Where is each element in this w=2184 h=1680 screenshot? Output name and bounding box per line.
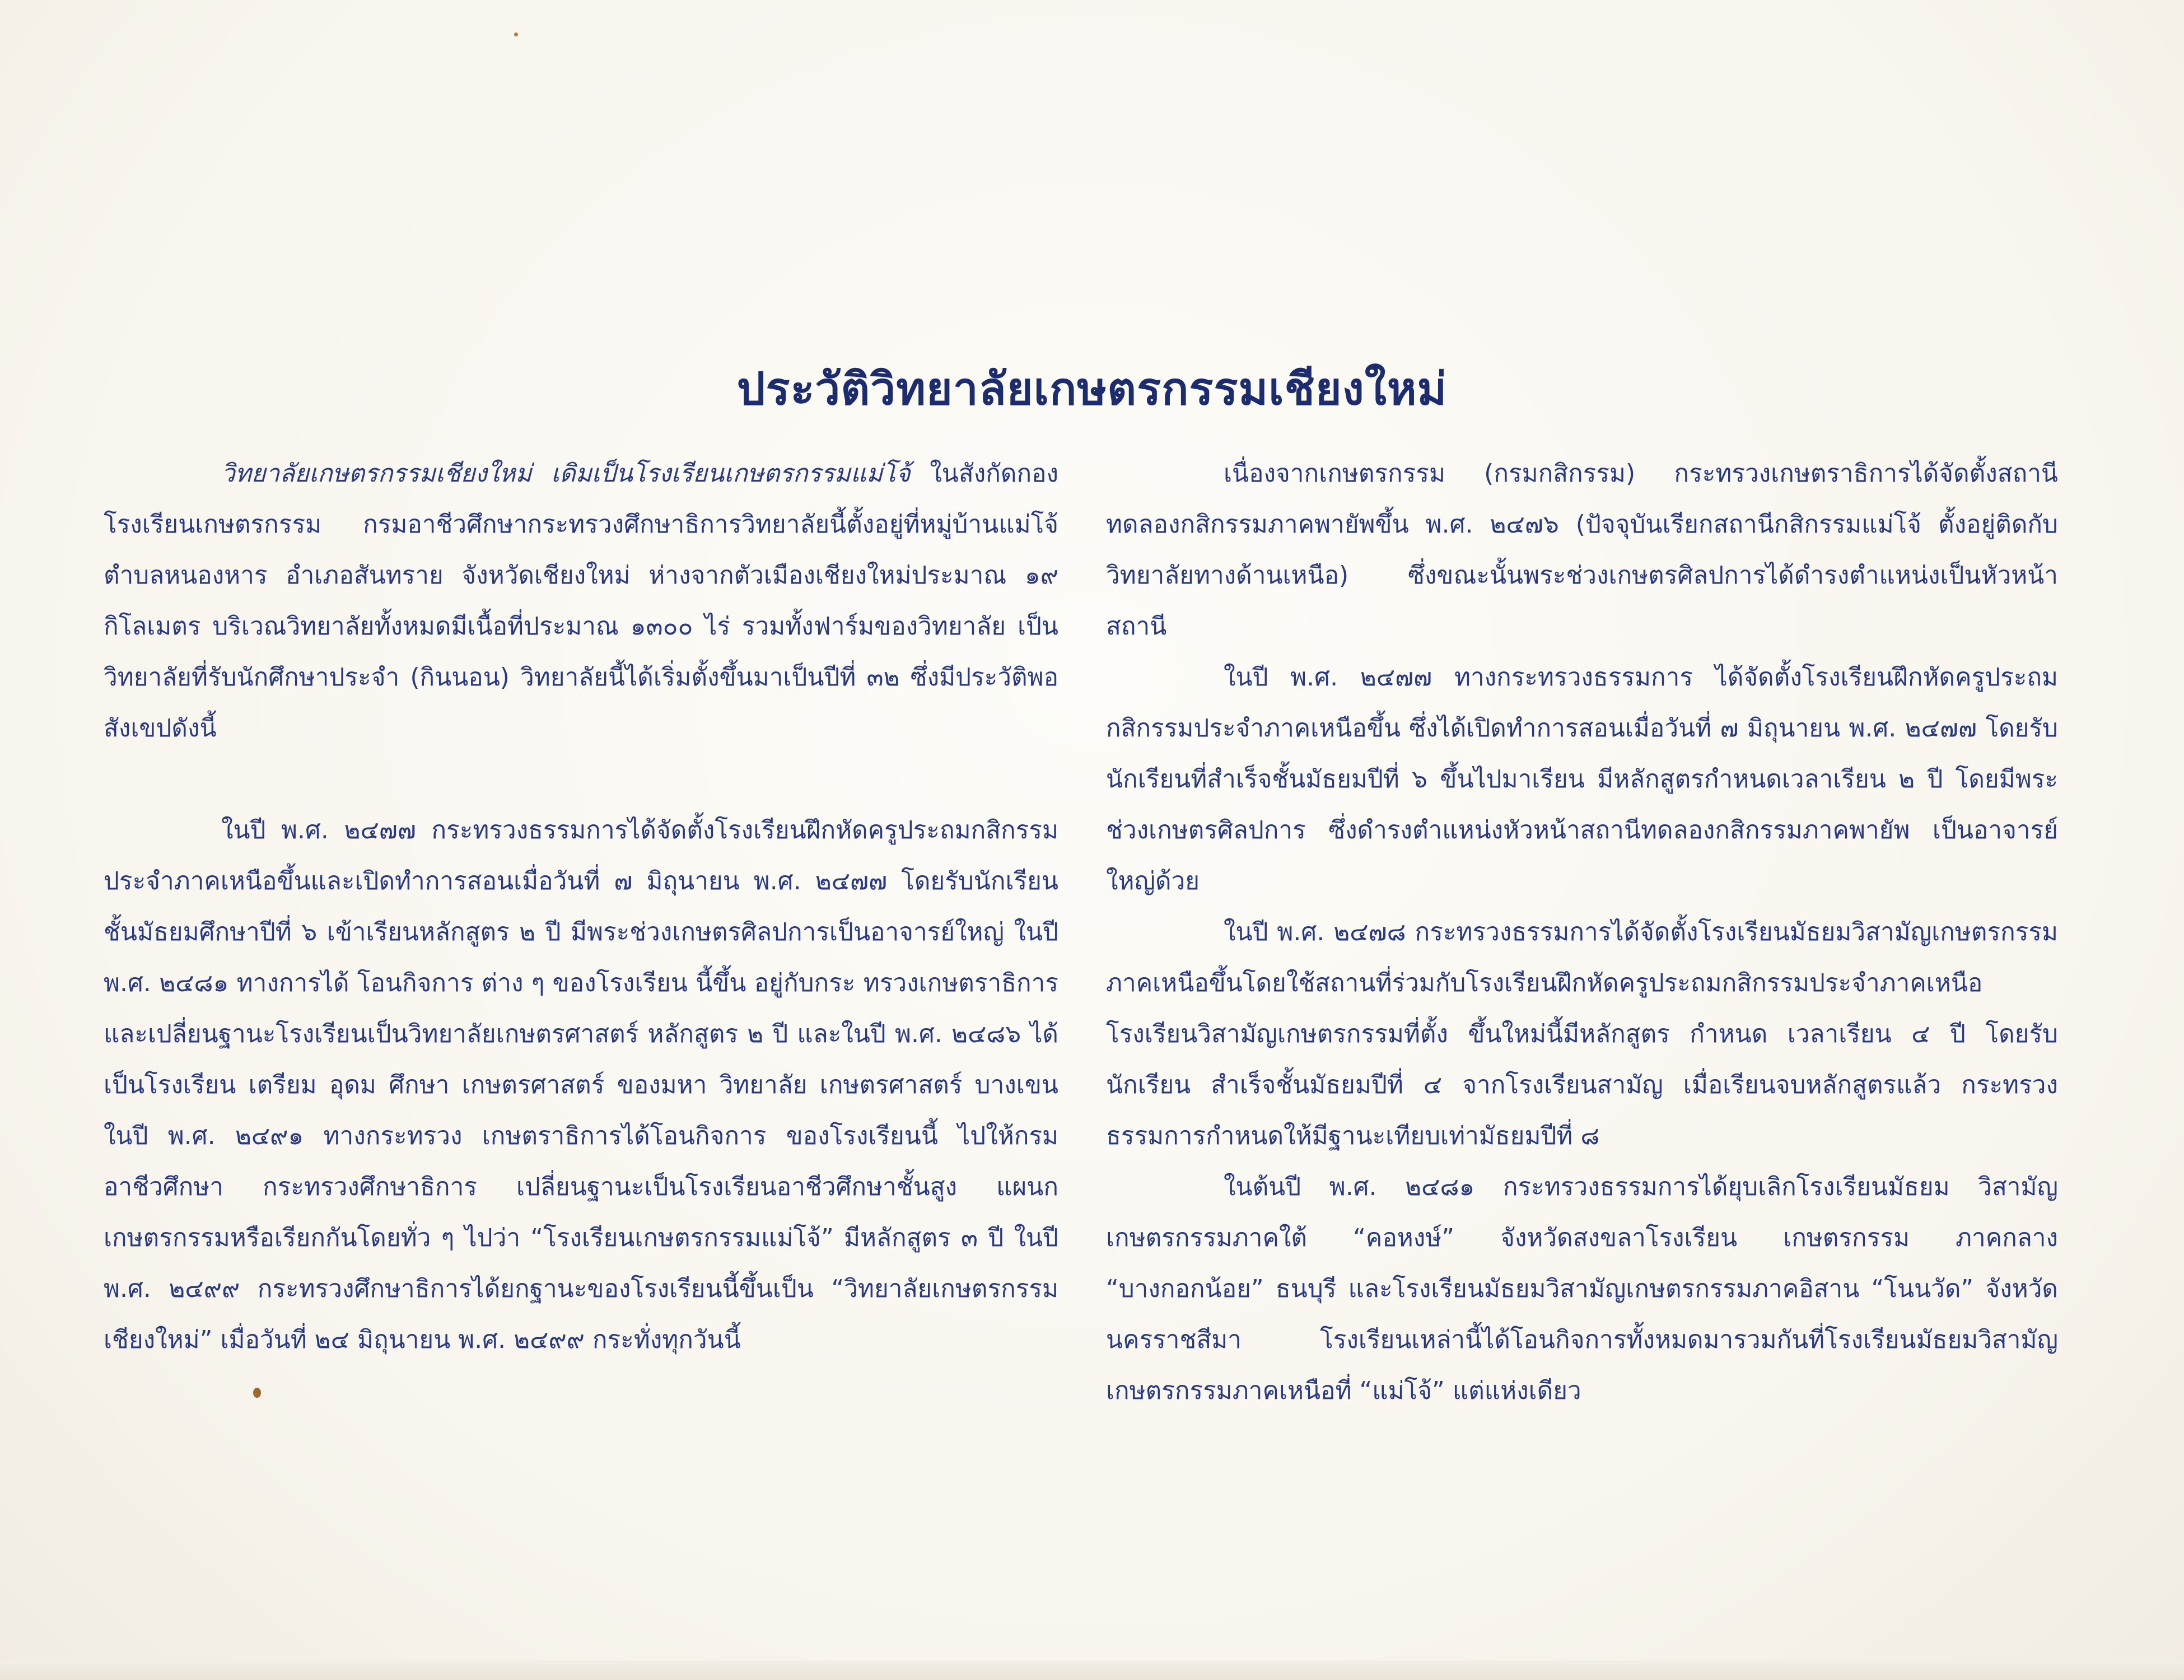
paper-speck (514, 32, 518, 36)
document-title: ประวัติวิทยาลัยเกษตรกรรมเชียงใหม่ (736, 363, 1448, 415)
paper-speck (253, 1388, 261, 1398)
left-column (104, 448, 1058, 1365)
right-paragraph-2: ในปี พ.ศ. ๒๔๗๗ ทางกระทรวงธรรมการ ได้จัดตั้งโรงเรียนฝึกหัดครูประถมกสิกรรมประจำภาคเหนือขึ้น ซึ่งได้เปิดทำการสอนเมื่อวันที่ ๗ มิถุนายน พ.ศ. ๒๔๗๗ โดยรับนักเรียนที่สำเร็จชั้นมัธยมปีที่ ๖ ขึ้นไปมาเรียน มีหลักสูตรกำหนดเวลาเรียน ๒ ปี โดยมีพระช่วงเกษตรศิลปการ ซึ่งดำรงตำแหน่งหัวหน้าสถานีทดลองกสิกรรมภาคพายัพ เป็นอาจารย์ใหญ่ด้วย (1106, 663, 2058, 895)
right-paragraph-4: ในต้นปี พ.ศ. ๒๔๘๑ กระทรวงธรรมการได้ยุบเลิกโรงเรียนมัธยม วิสามัญเกษตรกรรมภาคใต้ “คอหงษ์” จังหวัดสงขลาโรงเรียน เกษตรกรรม ภาคกลาง “บางกอกน้อย” ธนบุรี และโรงเรียนมัธยมวิสามัญเกษตรกรรมภาคอิสาน “โนนวัด” จังหวัดนครราชสีมา โรงเรียนเหล่านี้ได้โอนกิจการทั้งหมดมารวมกันที่โรงเรียนมัธยมวิสามัญเกษตรกรรมภาคเหนือที่ “แม่โจ้” แต่แห่งเดียว (1106, 1173, 2058, 1405)
left-paragraph-1 (104, 448, 1058, 754)
right-paragraph-3: ในปี พ.ศ. ๒๔๗๘ กระทรวงธรรมการได้จัดตั้งโรงเรียนมัธยมวิสามัญเกษตรกรรมภาคเหนือขึ้นโดยใช้สถานที่ร่วมกับโรงเรียนฝึกหัดครูประถมกสิกรรมประจำภาคเหนือ โรงเรียนวิสามัญเกษตรกรรมที่ตั้ง ขึ้นใหม่นี้มีหลักสูตร กำหนด เวลาเรียน ๔ ปี โดยรับนักเรียน สำเร็จชั้นมัธยมปีที่ ๔ จากโรงเรียนสามัญ เมื่อเรียนจบหลักสูตรแล้ว กระทรวงธรรมการกำหนดให้มีฐานะเทียบเท่ามัธยมปีที่ ๘ (1106, 918, 2058, 1150)
intro-text: ในสังกัดกองโรงเรียนเกษตรกรรม กรมอาชีวศึกษากระทรวงศึกษาธิการวิทยาลัยนี้ตั้งอยู่ที่หมู่บ้านแม่โจ้ ตำบลหนองหาร อำเภอสันทราย จังหวัดเชียงใหม่ ห่างจากตัวเมืองเชียงใหม่ประมาณ ๑๙ กิโลเมตร บริเวณวิทยาลัยทั้งหมดมีเนื้อที่ประมาณ ๑๓๐๐ ไร่ รวมทั้งฟาร์มของวิทยาลัย เป็นวิทยาลัยที่รับนักศึกษาประจำ (กินนอน) วิทยาลัยนี้ได้เริ่มตั้งขึ้นมาเป็นปีที่ ๓๒ ซึ่งมีประวัติพอสังเขปดังนี้ (104, 459, 1058, 743)
page-bottom-edge (0, 1660, 2184, 1680)
right-column (1106, 448, 2058, 1416)
left-paragraph-2: ในปี พ.ศ. ๒๔๗๗ กระทรวงธรรมการได้จัดตั้งโรงเรียนฝึกหัดครูประถมกสิกรรมประจำภาคเหนือขึ้นและเปิดทำการสอนเมื่อวันที่ ๗ มิถุนายน พ.ศ. ๒๔๗๗ โดยรับนักเรียนชั้นมัธยมศึกษาปีที่ ๖ เข้าเรียนหลักสูตร ๒ ปี มีพระช่วงเกษตรศิลปการเป็นอาจารย์ใหญ่ ในปี พ.ศ. ๒๔๘๑ ทางการได้ โอนกิจการ ต่าง ๆ ของโรงเรียน นี้ขึ้น อยู่กับกระ ทรวงเกษตราธิการ และเปลี่ยนฐานะโรงเรียนเป็นวิทยาลัยเกษตรศาสตร์ หลักสูตร ๒ ปี และในปี พ.ศ. ๒๔๘๖ ได้เป็นโรงเรียน เตรียม อุดม ศึกษา เกษตรศาสตร์ ของมหา วิทยาลัย เกษตรศาสตร์ บางเขน ในปี พ.ศ. ๒๔๙๑ ทางกระทรวง เกษตราธิการได้โอนกิจการ ของโรงเรียนนี้ ไปให้กรม อาชีวศึกษา กระทรวงศึกษาธิการ เปลี่ยนฐานะเป็นโรงเรียนอาชีวศึกษาชั้นสูง แผนกเกษตรกรรมหรือเรียกกันโดยทั่ว ๆ ไปว่า “โรงเรียนเกษตรกรรมแม่โจ้” มีหลักสูตร ๓ ปี ในปี พ.ศ. ๒๔๙๙ กระทรวงศึกษาธิการได้ยกฐานะของโรงเรียนนี้ขึ้นเป็น “วิทยาลัยเกษตรกรรมเชียงใหม่” เมื่อวันที่ ๒๔ มิถุนายน พ.ศ. ๒๔๙๙ กระทั่งทุกวันนี้ (104, 816, 1058, 1354)
intro-italic-text: วิทยาลัยเกษตรกรรมเชียงใหม่ เดิมเป็นโรงเรียนเกษตรกรรมแม่โจ้ (221, 459, 911, 488)
right-paragraph-1: เนื่องจากเกษตรกรรม (กรมกสิกรรม) กระทรวงเกษตราธิการได้จัดตั้งสถานีทดลองกสิกรรมภาคพายัพขึ้น พ.ศ. ๒๔๗๖ (ปัจจุบันเรียกสถานีกสิกรรมแม่โจ้ ตั้งอยู่ติดกับวิทยาลัยทางด้านเหนือ) ซึ่งขณะนั้นพระช่วงเกษตรศิลปการได้ดำรงตำแหน่งเป็นหัวหน้าสถานี (1106, 459, 2058, 641)
